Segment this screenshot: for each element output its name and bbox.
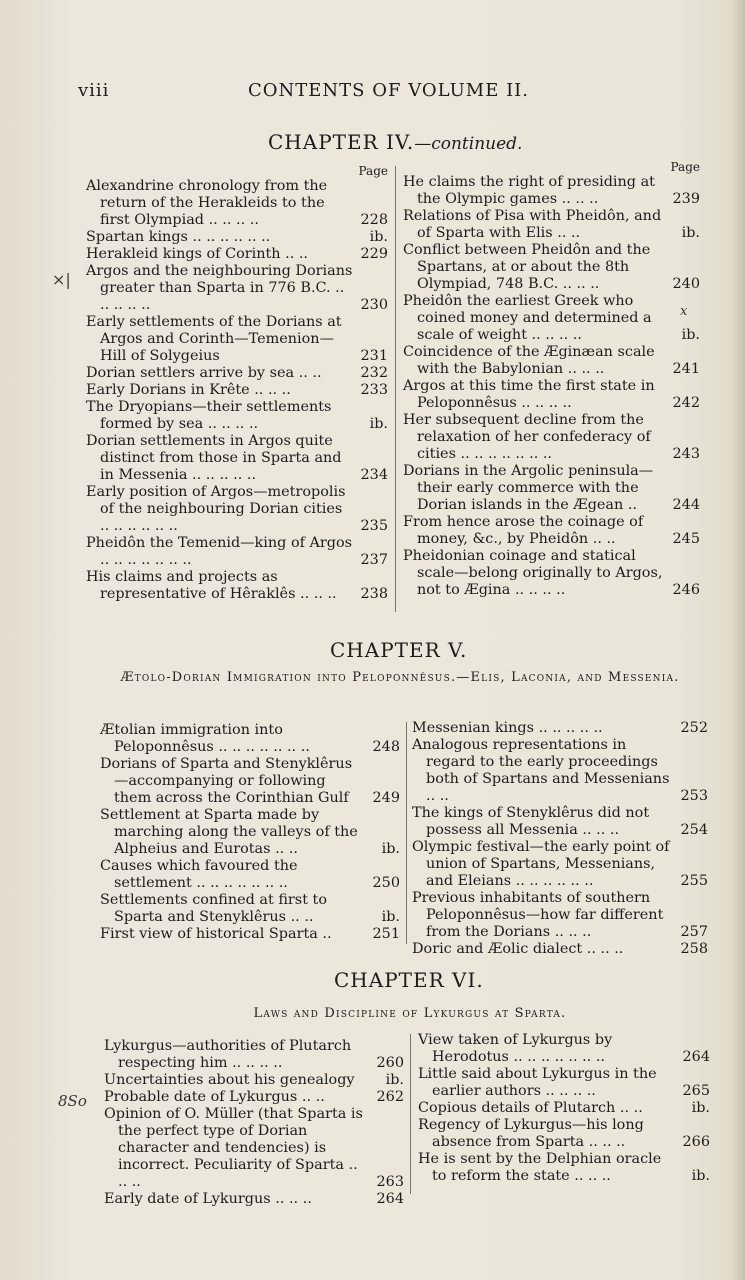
toc-entry-page: 228 <box>360 212 388 228</box>
toc-entry <box>403 293 700 344</box>
toc-entry-text: Settlements confined at first to Sparta and Stenyklêrus .. .. <box>100 892 327 925</box>
toc-entry-text: His claims and projects as representative of Hêraklês .. .. .. <box>86 569 337 602</box>
toc-entry-text: He claims the right of presiding at the Olympic games .. .. .. <box>403 174 655 207</box>
toc-entry <box>86 178 388 229</box>
chapter-4-title <box>268 130 522 154</box>
toc-entry-page: 229 <box>360 246 388 262</box>
page-number: viii <box>78 80 110 101</box>
chapter-6-right-column <box>418 1032 710 1185</box>
toc-entry-text: Coincidence of the Æginæan scale with the Babylonian .. .. .. <box>403 344 655 377</box>
toc-entry <box>104 1038 404 1072</box>
toc-entry-page: 231 <box>360 348 388 364</box>
toc-entry-page: 258 <box>680 941 708 957</box>
toc-entry-page: 251 <box>372 926 400 942</box>
toc-entry-text: Relations of Pisa with Pheidôn, and of Sparta with Elis .. .. <box>403 208 662 241</box>
toc-entry-text: Dorians in the Argolic peninsula—their early commerce with the Dorian islands in the Ægean .. <box>403 463 654 513</box>
chapter-5-right-column <box>412 720 708 958</box>
toc-entry-page: ib. <box>691 1168 710 1184</box>
toc-entry <box>403 412 700 463</box>
toc-entry-text: Copious details of Plutarch .. .. <box>418 1100 643 1116</box>
toc-entry <box>86 382 388 399</box>
toc-entry-page: 233 <box>360 382 388 398</box>
toc-entry-page: 250 <box>372 875 400 891</box>
running-title: CONTENTS OF VOLUME II. <box>248 80 530 101</box>
toc-entry <box>412 890 708 941</box>
toc-entry <box>86 314 388 365</box>
toc-entry-text: He is sent by the Delphian oracle to reform the state .. .. .. <box>418 1151 662 1184</box>
toc-entry-text: Analogous representations in regard to the early proceedings both of Spartans and Messenians .. .. <box>412 737 670 804</box>
toc-entry <box>412 839 708 890</box>
toc-entry-text: Herakleid kings of Corinth .. .. <box>86 246 309 262</box>
toc-entry-text: Argos at this time the first state in Peloponnêsus .. .. .. .. <box>403 378 655 411</box>
toc-entry-text: Conflict between Pheidôn and the Spartans, at or about the 8th Olympiad, 748 B.C. .. .. .. <box>403 242 651 292</box>
toc-entry-page: 266 <box>682 1134 710 1150</box>
toc-entry <box>100 926 400 943</box>
entry-list <box>104 1038 404 1208</box>
toc-entry <box>403 344 700 378</box>
toc-entry <box>412 720 708 737</box>
toc-entry <box>418 1117 710 1151</box>
pencil-note: 8So <box>58 1092 87 1110</box>
toc-entry <box>412 805 708 839</box>
toc-entry-page: 255 <box>680 873 708 889</box>
toc-entry-page: 249 <box>372 790 400 806</box>
toc-entry-page: ib. <box>681 225 700 241</box>
toc-entry <box>100 807 400 858</box>
entry-list <box>403 174 700 599</box>
toc-entry-page: 246 <box>672 582 700 598</box>
column-divider <box>406 722 407 944</box>
toc-entry-page: ib. <box>681 327 700 343</box>
toc-entry <box>100 756 400 807</box>
toc-entry-text: Early settlements of the Dorians at Argos and Corinth—Temenion—Hill of Solygeius <box>86 314 342 364</box>
toc-entry-text: Uncertainties about his genealogy <box>104 1072 355 1088</box>
toc-entry <box>100 858 400 892</box>
toc-entry-text: The kings of Stenyklêrus did not possess all Messenia .. .. .. <box>412 805 650 838</box>
toc-entry-text: Ætolian immigration into Peloponnêsus .. .. .. .. .. .. .. <box>100 722 310 755</box>
column-divider <box>410 1034 411 1194</box>
toc-entry-text: View taken of Lykurgus by Herodotus .. .. .. .. .. .. .. <box>418 1032 613 1065</box>
toc-entry <box>104 1072 404 1089</box>
toc-entry <box>86 433 388 484</box>
toc-entry <box>418 1151 710 1185</box>
toc-entry <box>418 1100 710 1117</box>
entry-list <box>86 178 388 603</box>
toc-entry-page: 257 <box>680 924 708 940</box>
toc-entry-page: 238 <box>360 586 388 602</box>
toc-entry-page: 262 <box>376 1089 404 1105</box>
chapter-4-left-column <box>86 164 388 603</box>
toc-entry-text: From hence arose the coinage of money, &c., by Pheidôn .. .. <box>403 514 644 547</box>
toc-entry-page: 243 <box>672 446 700 462</box>
toc-entry-text: Dorian settlers arrive by sea .. .. <box>86 365 322 381</box>
toc-entry <box>403 174 700 208</box>
toc-entry-page: 242 <box>672 395 700 411</box>
toc-entry <box>403 208 700 242</box>
toc-entry-text: Lykurgus—authorities of Plutarch respecting him .. .. .. .. <box>104 1038 352 1071</box>
toc-entry-text: Early date of Lykurgus .. .. .. <box>104 1191 312 1207</box>
chapter-5-subtitle: Ætolo-Dorian Immigration into Peloponnêsus.—Elis, Laconia, and Messenia. <box>120 670 680 685</box>
toc-entry-page: 264 <box>682 1049 710 1065</box>
toc-entry-text: The Dryopians—their settlements formed by sea .. .. .. .. <box>86 399 332 432</box>
toc-entry-page: 260 <box>376 1055 404 1071</box>
toc-entry-text: Messenian kings .. .. .. .. .. <box>412 720 603 736</box>
chapter-5-title: CHAPTER V. <box>330 638 468 662</box>
entry-list <box>418 1032 710 1185</box>
toc-entry <box>403 378 700 412</box>
toc-entry <box>100 722 400 756</box>
margin-mark-left: ×| <box>52 270 71 289</box>
toc-entry-text: Early Dorians in Krête .. .. .. <box>86 382 291 398</box>
page-label: Page <box>670 160 700 174</box>
toc-entry <box>403 548 700 599</box>
toc-entry-text: Probable date of Lykurgus .. .. <box>104 1089 325 1105</box>
chapter-6-subtitle: Laws and Discipline of Lykurgus at Sparta. <box>253 1006 567 1021</box>
toc-entry-text: Doric and Æolic dialect .. .. .. <box>412 941 624 957</box>
toc-entry <box>86 484 388 535</box>
chapter-4-right-column <box>403 160 700 599</box>
toc-entry <box>104 1089 404 1106</box>
toc-entry <box>403 514 700 548</box>
toc-entry-text: Spartan kings .. .. .. .. .. .. <box>86 229 271 245</box>
toc-entry-text: Little said about Lykurgus in the earlier authors .. .. .. .. <box>418 1066 657 1099</box>
toc-entry-text: Pheidôn the earliest Greek who coined money and determined a scale of weight .. .. .. .. <box>403 293 652 343</box>
toc-entry <box>86 263 388 314</box>
toc-entry-page: 252 <box>680 720 708 736</box>
toc-entry-page: 239 <box>672 191 700 207</box>
toc-entry-page: ib. <box>369 416 388 432</box>
toc-entry-text: Argos and the neighbouring Dorians greater than Sparta in 776 B.C. .. .. .. .. .. <box>86 263 353 313</box>
toc-entry <box>403 463 700 514</box>
toc-entry-page: ib. <box>381 909 400 925</box>
toc-entry-text: Opinion of O. Müller (that Sparta is the perfect type of Dorian character and tendencies) is incorrect. Peculiarity of Sparta .. .. .. <box>104 1106 363 1190</box>
toc-entry-text: Previous inhabitants of southern Peloponnêsus—how far different from the Dorians .. .. .. <box>412 890 664 940</box>
toc-entry-page: 234 <box>360 467 388 483</box>
toc-entry-page: ib. <box>381 841 400 857</box>
column-divider <box>395 166 396 612</box>
toc-entry <box>100 892 400 926</box>
toc-entry-page: 240 <box>672 276 700 292</box>
entry-list <box>100 722 400 943</box>
toc-entry-text: Olympic festival—the early point of union of Spartans, Messenians, and Eleians .. .. .. .. .. .. <box>412 839 670 889</box>
toc-entry-page: 263 <box>376 1174 404 1190</box>
chapter-6-title: CHAPTER VI. <box>334 968 484 992</box>
toc-entry <box>403 242 700 293</box>
toc-entry-page: 244 <box>672 497 700 513</box>
toc-entry-text: Her subsequent decline from the relaxation of her confederacy of cities .. .. .. .. .. .. .. <box>403 412 651 462</box>
entry-list <box>412 720 708 958</box>
toc-entry-page: 230 <box>360 297 388 313</box>
toc-entry-text: Dorian settlements in Argos quite distinct from those in Sparta and in Messenia .. .. .. .. .. <box>86 433 342 483</box>
toc-entry-text: Regency of Lykurgus—his long absence from Sparta .. .. .. <box>418 1117 644 1150</box>
toc-entry-page: 237 <box>360 552 388 568</box>
toc-entry-page: 235 <box>360 518 388 534</box>
toc-entry <box>86 365 388 382</box>
toc-entry <box>86 229 388 246</box>
toc-entry-text: Settlement at Sparta made by marching along the valleys of the Alpheius and Eurotas .. .. <box>100 807 358 857</box>
toc-entry-page: 248 <box>372 739 400 755</box>
toc-entry-text: Pheidonian coinage and statical scale—belong originally to Argos, not to Ægina .. .. .. .. <box>403 548 663 598</box>
toc-entry-text: First view of historical Sparta .. <box>100 926 332 942</box>
toc-entry <box>104 1191 404 1208</box>
margin-mark-right: x <box>680 304 688 319</box>
page-label: Page <box>358 164 388 178</box>
toc-entry <box>412 941 708 958</box>
toc-entry <box>86 535 388 569</box>
toc-entry-page: 232 <box>360 365 388 381</box>
toc-entry-page: 241 <box>672 361 700 377</box>
toc-entry-text: Alexandrine chronology from the return of the Herakleids to the first Olympiad .. .. .. .. <box>86 178 328 228</box>
chapter-4-title-text: CHAPTER IV. <box>268 130 415 154</box>
toc-entry-page: 254 <box>680 822 708 838</box>
toc-entry-text: Dorians of Sparta and Stenyklêrus —accompanying or following them across the Corinthian Gulf <box>100 756 353 806</box>
toc-entry-text: Early position of Argos—metropolis of the neighbouring Dorian cities .. .. .. .. .. .. <box>86 484 346 534</box>
toc-entry-text: Causes which favoured the settlement .. .. .. .. .. .. .. <box>100 858 298 891</box>
toc-entry-page: 265 <box>682 1083 710 1099</box>
toc-entry <box>104 1106 404 1191</box>
toc-entry-text: Pheidôn the Temenid—king of Argos .. .. .. .. .. .. .. <box>86 535 353 568</box>
chapter-5-left-column <box>100 722 400 943</box>
toc-entry-page: 264 <box>376 1191 404 1207</box>
toc-entry <box>86 569 388 603</box>
toc-entry-page: 245 <box>672 531 700 547</box>
toc-entry <box>412 737 708 805</box>
toc-entry <box>418 1066 710 1100</box>
chapter-4-title-suffix: —continued. <box>414 134 523 154</box>
toc-entry-page: ib. <box>385 1072 404 1088</box>
toc-entry-page: ib. <box>691 1100 710 1116</box>
chapter-6-left-column <box>104 1038 404 1208</box>
toc-entry <box>86 246 388 263</box>
toc-entry <box>86 399 388 433</box>
toc-entry-page: 253 <box>680 788 708 804</box>
toc-entry-page: ib. <box>369 229 388 245</box>
page-edge-shadow <box>731 0 745 1280</box>
toc-entry <box>418 1032 710 1066</box>
